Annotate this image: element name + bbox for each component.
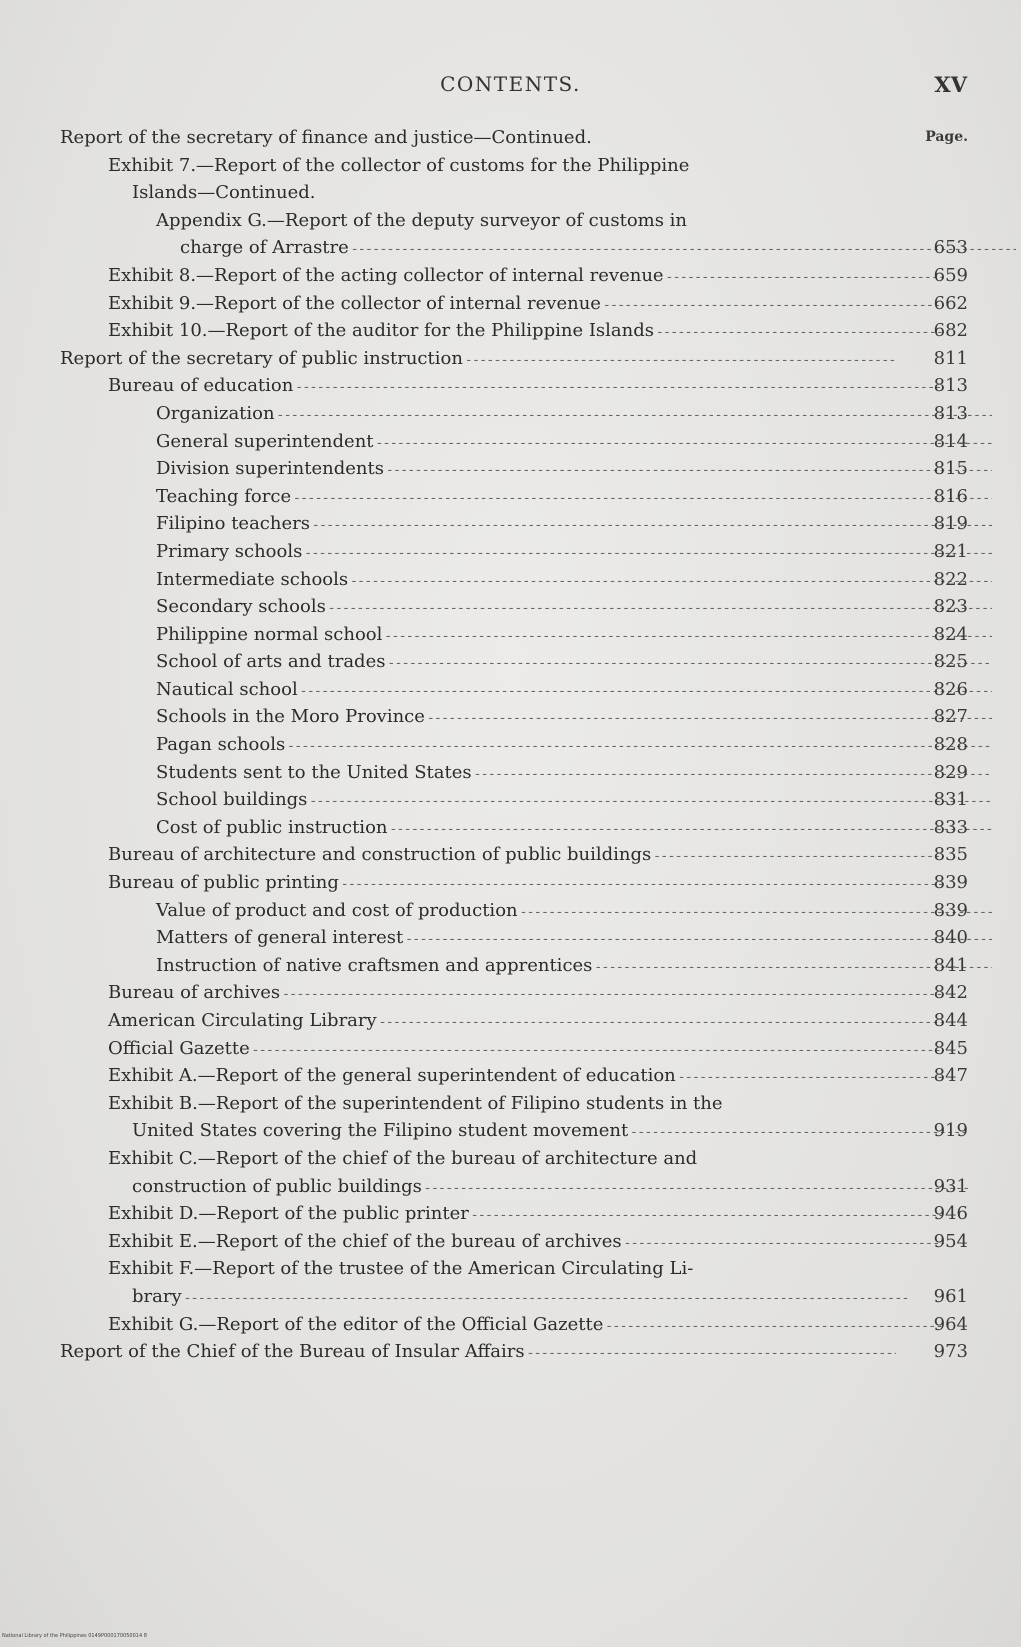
toc-entry: [60, 897, 968, 925]
toc-entry-title: Teaching force - - -: [60, 483, 992, 513]
toc-entry: [60, 924, 968, 952]
toc-entry-page: 835: [933, 844, 968, 866]
toc-entry: [60, 841, 968, 869]
toc-entry-title: Filipino teachers - - -: [60, 510, 992, 540]
toc-entry: [60, 1007, 968, 1035]
toc-entry: [60, 538, 968, 566]
toc-entry-page: 825: [933, 651, 968, 673]
toc-entry-page: 821: [933, 540, 968, 562]
toc-entry-page: 815: [933, 458, 968, 480]
toc-entry-page: 847: [933, 1065, 968, 1087]
toc-entry: [60, 1090, 968, 1118]
toc-entry-title: Organization - - -: [60, 400, 992, 430]
page-number: XV: [934, 72, 967, 97]
toc-entry: [60, 1173, 968, 1201]
toc-entry: [60, 262, 968, 290]
toc-entry-page: 841: [933, 954, 968, 976]
toc-entry-page: 814: [933, 430, 968, 452]
toc-entry-title: School buildings - - -: [60, 786, 992, 816]
toc-entry-page: 813: [933, 375, 968, 397]
toc-entry-page: Page.: [925, 129, 968, 145]
toc-entry-page: 827: [933, 706, 968, 728]
toc-entry-title: Students sent to the United States - - -: [60, 759, 992, 789]
toc-entry-title: Cost of public instruction - - -: [60, 814, 992, 844]
toc-entry: [60, 428, 968, 456]
toc-entry-title: Report of the Chief of the Bureau of Insular Affairs - - -: [60, 1338, 896, 1368]
toc-entry-title: construction of public buildings - - -: [60, 1173, 968, 1203]
toc-entry-page: 823: [933, 596, 968, 618]
toc-entry-title: Exhibit 8.—Report of the acting collector of internal revenue - - -: [60, 262, 944, 292]
toc-entry-page: 842: [933, 982, 968, 1004]
toc-entry-title: Islands—Continued.: [132, 182, 316, 204]
toc-entry-title: Exhibit D.—Report of the public printer - - -: [60, 1200, 944, 1230]
toc-entry-page: 961: [933, 1285, 968, 1307]
toc-entry: [60, 1283, 968, 1311]
toc-entry: [60, 1311, 968, 1339]
toc-entry-title: School of arts and trades - - -: [60, 648, 992, 678]
toc-entry: [60, 317, 968, 345]
toc-entry: [60, 152, 968, 180]
toc-entry-title: Exhibit E.—Report of the chief of the bureau of archives - - -: [60, 1228, 944, 1258]
toc-entry-title: Pagan schools - - -: [60, 731, 992, 761]
toc-entry: [60, 869, 968, 897]
toc-entry: [60, 759, 968, 787]
toc-entry-title: Intermediate schools - - -: [60, 566, 992, 596]
toc-entry-page: 822: [933, 568, 968, 590]
toc-entry-page: 845: [933, 1037, 968, 1059]
toc-entry-page: 946: [933, 1203, 968, 1225]
toc-entry-page: 819: [933, 513, 968, 535]
toc-entry-title: Primary schools - - -: [60, 538, 992, 568]
toc-entry-page: 828: [933, 734, 968, 756]
toc-entry-page: 816: [933, 485, 968, 507]
toc-entry-page: 973: [933, 1341, 968, 1363]
toc-entry: [60, 786, 968, 814]
toc-entry: [60, 979, 968, 1007]
toc-entry: [60, 621, 968, 649]
toc-entry-title: Bureau of architecture and construction of public buildings - - -: [60, 841, 944, 871]
toc-entry-title: charge of Arrastre - - -: [60, 234, 1016, 264]
toc-entry-title: Official Gazette - - -: [60, 1035, 944, 1065]
page-header: [0, 72, 1021, 102]
footer-note: National Library of the Philippines 0149P000170050014 8: [2, 1633, 147, 1639]
toc-entry: [60, 1228, 968, 1256]
toc-entry: [60, 483, 968, 511]
toc-entry: [60, 345, 968, 373]
toc-entry: [60, 372, 968, 400]
toc-entry-page: 659: [933, 264, 968, 286]
toc-entry-title: Bureau of archives - - -: [60, 979, 944, 1009]
toc-entry: [60, 400, 968, 428]
toc-entry-title: Division superintendents - - -: [60, 455, 992, 485]
toc-entry: [60, 1062, 968, 1090]
toc-entry-title: Exhibit G.—Report of the editor of the Official Gazette - - -: [60, 1311, 944, 1341]
toc-entry-title: Exhibit 7.—Report of the collector of customs for the Philippine: [108, 154, 690, 176]
toc-entry-title: Philippine normal school - - -: [60, 621, 992, 651]
toc-entry: [60, 1035, 968, 1063]
toc-entry-title: Bureau of education - - -: [60, 372, 944, 402]
toc-entry-title: United States covering the Filipino student movement - - -: [60, 1117, 968, 1147]
toc-entry: [60, 455, 968, 483]
toc-entry-page: 662: [933, 292, 968, 314]
toc-entry-title: Exhibit 9.—Report of the collector of internal revenue - - -: [60, 290, 944, 320]
toc-entry-title: Report of the secretary of finance and justice—Continued.: [60, 127, 592, 148]
toc-entry: [60, 648, 968, 676]
toc-entry: [60, 593, 968, 621]
toc-entry-page: 826: [933, 678, 968, 700]
toc-entry-title: Exhibit 10.—Report of the auditor for the Philippine Islands - - -: [60, 317, 944, 347]
toc-entry: [60, 952, 968, 980]
toc-entry-page: 931: [933, 1175, 968, 1197]
toc-entry-page: 811: [933, 347, 968, 369]
toc-entry-title: Exhibit B.—Report of the superintendent of Filipino students in the: [108, 1092, 723, 1114]
toc-entry-page: 813: [933, 402, 968, 424]
toc-entry-title: Bureau of public printing - - -: [60, 869, 944, 899]
toc-entry-page: 829: [933, 761, 968, 783]
toc-entry-page: 839: [933, 899, 968, 921]
toc-entry-title: Value of product and cost of production - - -: [60, 897, 992, 927]
toc-entry: [60, 234, 968, 262]
toc-entry: [60, 566, 968, 594]
toc-entry-page: 833: [933, 816, 968, 838]
toc-entry-title: American Circulating Library - - -: [60, 1007, 944, 1037]
toc-entry: [60, 676, 968, 704]
toc-entry-title: Secondary schools - - -: [60, 593, 992, 623]
toc-entry-title: Nautical school - - -: [60, 676, 992, 706]
toc-entry-title: Instruction of native craftsmen and apprentices - - -: [60, 952, 992, 982]
toc-entry-page: 839: [933, 872, 968, 894]
toc-entry-title: Exhibit A.—Report of the general superintendent of education - - -: [60, 1062, 944, 1092]
table-of-contents: [60, 124, 968, 1366]
toc-entry: [60, 731, 968, 759]
toc-entry-title: Schools in the Moro Province - - -: [60, 703, 992, 733]
toc-entry-page: 844: [933, 1010, 968, 1031]
toc-entry-page: 840: [933, 927, 968, 949]
toc-entry: [60, 1200, 968, 1228]
toc-entry: [60, 179, 968, 207]
toc-entry: [60, 124, 968, 152]
toc-entry-title: Matters of general interest - - -: [60, 924, 992, 954]
toc-entry-title: Exhibit C.—Report of the chief of the bureau of architecture and: [108, 1147, 698, 1169]
toc-entry: [60, 1145, 968, 1173]
toc-entry-page: 682: [933, 320, 968, 342]
toc-entry: [60, 703, 968, 731]
page-title: CONTENTS.: [440, 72, 581, 96]
toc-entry: [60, 510, 968, 538]
toc-entry-title: Exhibit F.—Report of the trustee of the American Circulating Li-: [108, 1258, 694, 1280]
toc-entry-title: brary - - -: [60, 1283, 968, 1313]
toc-entry-page: 964: [933, 1313, 968, 1335]
toc-entry: [60, 1117, 968, 1145]
toc-entry: [60, 207, 968, 235]
toc-entry: [60, 814, 968, 842]
toc-entry-title: Appendix G.—Report of the deputy surveyor of customs in: [156, 209, 688, 231]
toc-entry-page: 954: [933, 1230, 968, 1252]
toc-entry-page: 824: [933, 623, 968, 645]
toc-entry-page: 919: [933, 1120, 968, 1142]
toc-entry: [60, 1255, 968, 1283]
toc-entry: [60, 290, 968, 318]
toc-entry-title: General superintendent - - -: [60, 428, 992, 458]
toc-entry-page: 653: [933, 237, 968, 259]
toc-entry-page: 831: [933, 789, 968, 811]
toc-entry-title: Report of the secretary of public instruction - - -: [60, 345, 896, 375]
toc-entry: [60, 1338, 968, 1366]
